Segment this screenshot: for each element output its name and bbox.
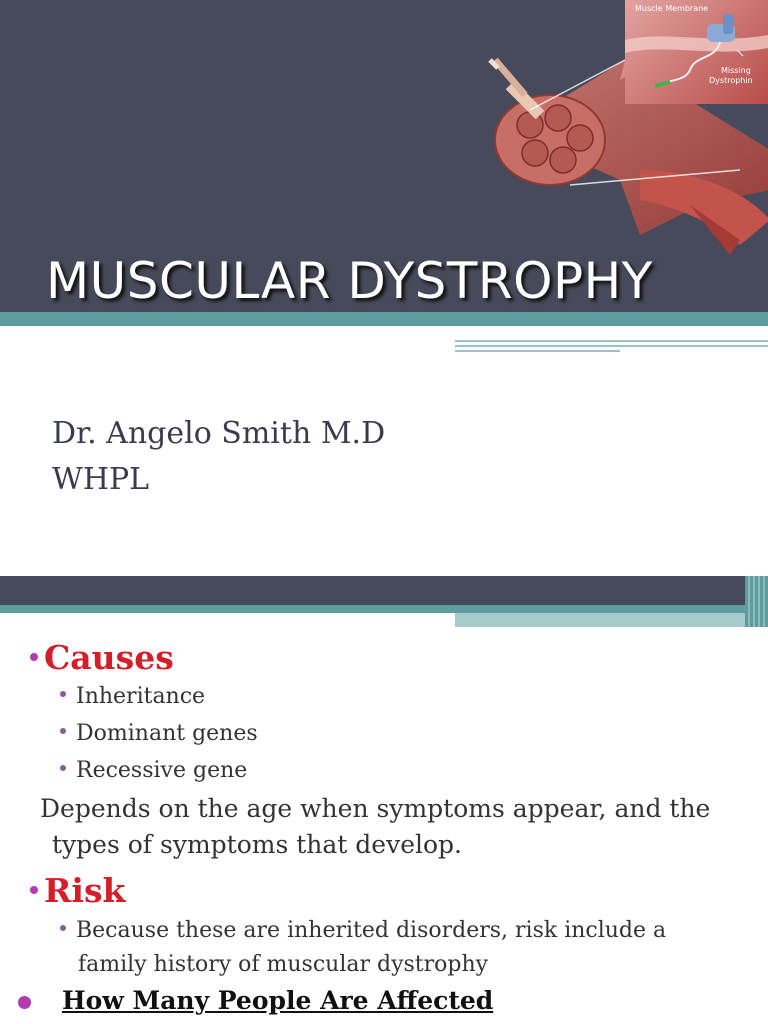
list-item bbox=[60, 918, 666, 943]
causes-heading-text: Causes bbox=[44, 638, 174, 677]
bullet-icon bbox=[60, 765, 66, 771]
label-dystrophin: Dystrophin bbox=[709, 76, 753, 85]
dystrophin-inset-image bbox=[625, 0, 768, 104]
bullet-icon bbox=[60, 691, 66, 697]
list-item-continued: family history of muscular dystrophy bbox=[78, 952, 489, 977]
list-item-text: Recessive gene bbox=[76, 758, 248, 783]
causes-heading bbox=[30, 638, 174, 677]
list-item-text: Inheritance bbox=[76, 684, 206, 709]
header-band bbox=[0, 576, 768, 605]
accent-stripe bbox=[455, 345, 768, 347]
label-missing: Missing bbox=[721, 66, 751, 75]
list-item-text: Because these are inherited disorders, risk include a bbox=[76, 918, 667, 943]
accent-stripe bbox=[455, 340, 768, 342]
risk-heading bbox=[30, 871, 125, 910]
slide-divider bbox=[0, 568, 768, 576]
header-accent-block bbox=[455, 613, 768, 627]
causes-note: Depends on the age when symptoms appear, and the bbox=[40, 794, 711, 823]
causes-note-continued: types of symptoms that develop. bbox=[52, 830, 462, 859]
header-accent-band bbox=[0, 605, 768, 613]
list-item-text: Dominant genes bbox=[76, 721, 258, 746]
header-stripes bbox=[745, 576, 768, 627]
label-muscle-membrane: Muscle Membrane bbox=[635, 4, 709, 13]
accent-stripe bbox=[455, 350, 620, 352]
bullet-icon bbox=[60, 728, 66, 734]
membrane-diagram bbox=[625, 0, 768, 104]
bullet-icon bbox=[60, 925, 66, 931]
organization-name: WHPL bbox=[52, 462, 150, 497]
list-item bbox=[60, 721, 258, 746]
affected-heading: How Many People Are Affected bbox=[62, 986, 494, 1015]
presenter-name: Dr. Angelo Smith M.D bbox=[52, 416, 386, 451]
bullet-icon bbox=[18, 996, 31, 1009]
title-accent-band bbox=[0, 312, 768, 326]
bullet-icon bbox=[30, 886, 38, 894]
bullet-icon bbox=[30, 653, 38, 661]
content-slide bbox=[0, 576, 768, 1024]
slide-title: MUSCULAR DYSTROPHY bbox=[46, 252, 653, 310]
list-item bbox=[60, 684, 205, 709]
list-item bbox=[60, 758, 247, 783]
risk-heading-text: Risk bbox=[44, 871, 126, 910]
